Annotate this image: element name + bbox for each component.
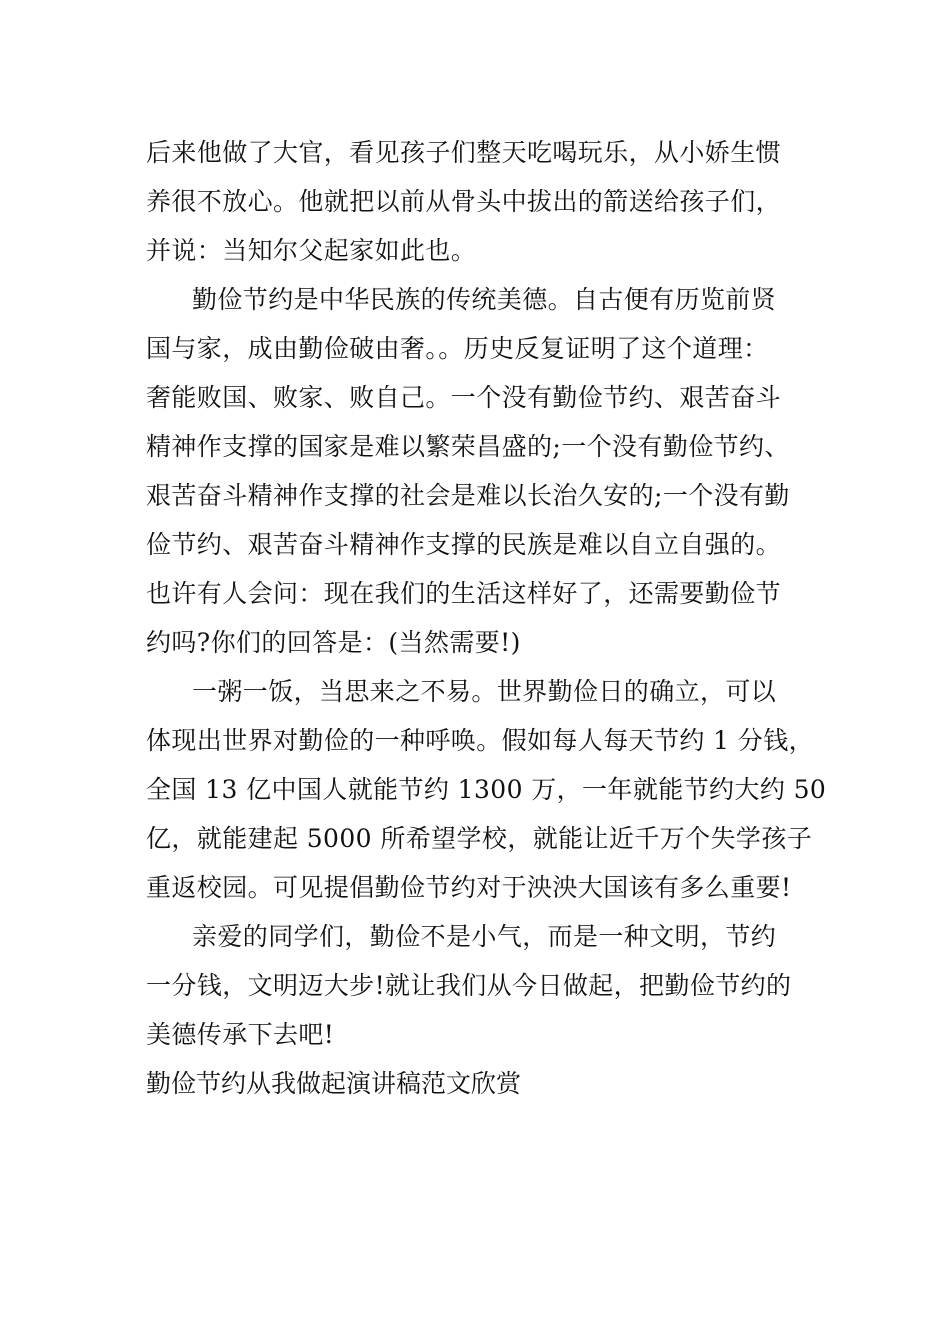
text-line: 一分钱，文明迈大步!就让我们从今日做起，把勤俭节约的: [146, 971, 792, 1000]
paragraph-1: [146, 128, 808, 275]
text-line: 一粥一饭，当思来之不易。世界勤俭日的确立，可以: [192, 677, 777, 706]
next-article-title: 勤俭节约从我做起演讲稿范文欣赏: [146, 1069, 522, 1098]
text-line: 重返校园。可见提倡勤俭节约对于泱泱大国该有多么重要!: [146, 873, 792, 902]
text-line: 约吗?你们的回答是：(当然需要!): [146, 628, 521, 657]
text-line: 后来他做了大官，看见孩子们整天吃喝玩乐，从小娇生惯: [146, 138, 782, 167]
text-line: 亿，就能建起 5000 所希望学校，就能让近千万个失学孩子: [146, 824, 813, 853]
document-body: [146, 128, 827, 1108]
text-line: 勤俭节约是中华民族的传统美德。自古便有历览前贤: [192, 285, 777, 314]
text-line: 美德传承下去吧!: [146, 1020, 335, 1049]
text-line: 精神作支撑的国家是难以繁荣昌盛的;一个没有勤俭节约、: [146, 432, 790, 461]
text-line: 养很不放心。他就把以前从骨头中拔出的箭送给孩子们，: [146, 187, 782, 216]
text-line: 全国 13 亿中国人就能节约 1300 万，一年就能节约大约 50: [146, 775, 827, 804]
text-line: 并说：当知尔父起家如此也。: [146, 236, 477, 265]
paragraph-2: [146, 275, 808, 667]
text-line: 奢能败国、败家、败自己。一个没有勤俭节约、艰苦奋斗: [146, 383, 782, 412]
paragraph-4: [146, 912, 808, 1059]
paragraph-3: [146, 667, 827, 912]
text-line: 艰苦奋斗精神作支撑的社会是难以长治久安的;一个没有勤: [146, 481, 790, 510]
text-line: 体现出世界对勤俭的一种呼唤。假如每人每天节约 1 分钱，: [146, 726, 815, 755]
text-line: 俭节约、艰苦奋斗精神作支撑的民族是难以自立自强的。: [146, 530, 782, 559]
text-line: 亲爱的同学们，勤俭不是小气，而是一种文明，节约: [192, 922, 777, 951]
text-line: 国与家，成由勤俭破由奢。。历史反复证明了这个道理：: [146, 334, 769, 363]
text-line: 也许有人会问：现在我们的生活这样好了，还需要勤俭节: [146, 579, 782, 608]
